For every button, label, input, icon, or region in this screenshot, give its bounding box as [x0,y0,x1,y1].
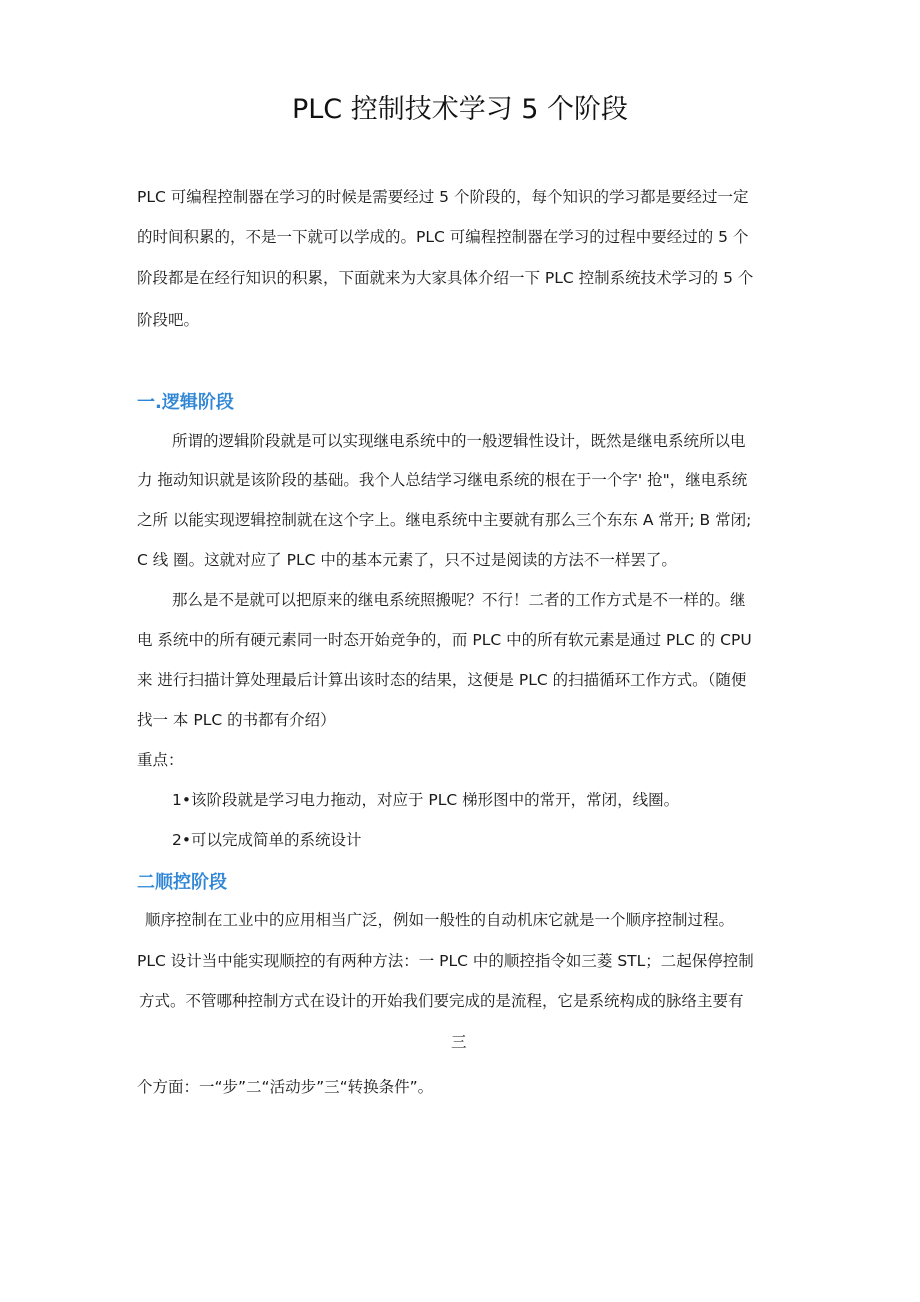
intro-line: 阶段都是在经行知识的积累，下面就来为大家具体介绍一下 PLC 控制系统技术学习的 5 个 [137,269,754,287]
paragraph-line: 个方面：一“步”二“活动步”三“转换条件”。 [137,1078,434,1096]
paragraph-line: 之所 以能实现逻辑控制就在这个字上。继电系统中主要就有那么三个东东 A 常开; B 常闭; [137,511,752,529]
key-points-label: 重点： [137,751,184,769]
paragraph-line: 方式。不管哪种控制方式在设计的开始我们要完成的是流程，它是系统构成的脉络主要有 [139,992,744,1010]
intro-line: 阶段吧。 [137,311,200,329]
paragraph-line: 顺序控制在工业中的应用相当广泛，例如一般性的自动机床它就是一个顺序控制过程。 [145,911,735,929]
intro-line: 的时间积累的，不是一下就可以学成的。PLC 可编程控制器在学习的过程中要经过的 5 个 [137,228,749,246]
paragraph-line: 三 [451,1033,467,1051]
document-title: PLC 控制技术学习 5 个阶段 [291,94,629,125]
paragraph-line: 电 系统中的所有硬元素同一时态开始竞争的，而 PLC 中的所有软元素是通过 PLC 的 CPU [137,631,752,649]
key-point-item: 1•该阶段就是学习电力拖动，对应于 PLC 梯形图中的常开，常闭，线圈。 [172,791,680,809]
paragraph-line: 找一 本 PLC 的书都有介绍） [137,711,336,729]
key-point-item: 2•可以完成简单的系统设计 [172,831,362,849]
paragraph-line: 那么是不是就可以把原来的继电系统照搬呢？不行！二者的工作方式是不一样的。继 [172,591,746,609]
section-heading-sequential: 二顺控阶段 [137,872,227,893]
section-heading-logic: 一.逻辑阶段 [137,392,234,413]
paragraph-line: PLC 设计当中能实现顺控的有两种方法：一 PLC 中的顺控指令如三菱 STL；二起保停控制 [137,952,754,970]
paragraph-line: 来 进行扫描计算处理最后计算出该时态的结果，这便是 PLC 的扫描循环工作方式。（随便 [137,671,747,689]
paragraph-line: C 线 圈。这就对应了 PLC 中的基本元素了，只不过是阅读的方法不一样罢了。 [137,551,677,569]
intro-line: PLC 可编程控制器在学习的时候是需要经过 5 个阶段的，每个知识的学习都是要经过一定 [137,188,749,206]
paragraph-line: 所谓的逻辑阶段就是可以实现继电系统中的一般逻辑性设计，既然是继电系统所以电 [172,432,746,450]
paragraph-line: 力 拖动知识就是该阶段的基础。我个人总结学习继电系统的根在于一个字' 抢"，继电系统 [137,471,748,489]
